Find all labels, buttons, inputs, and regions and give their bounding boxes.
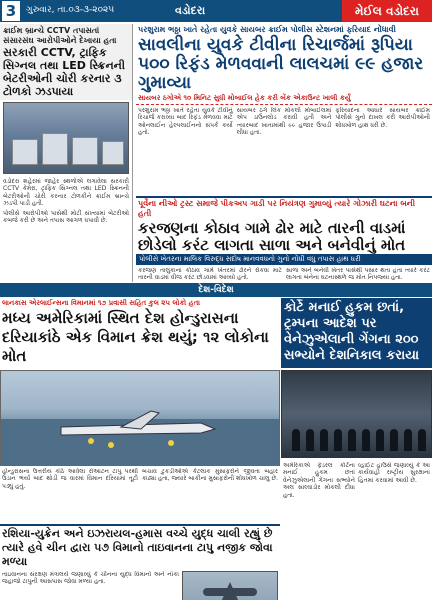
main-story-subkicker: સાયબર ઠગોએ ૧૦ મિનિટ સુધી મોબાઈલ હેક કરી બેંક એકાઉન્ટ ખાલી કર્યું: [136, 93, 432, 105]
left-story-kicker: ક્રાઈમ બ્રાન્ચે CCTV તપાસતાં સંસારસંઘ આરોપીઓને દેખાયા હતા: [3, 26, 117, 45]
left-story-paragraph: વડોદરા શહેરમાં જાહેર સ્થળોએ લગાવેલા સરકારી CCTV કેમેરા, ટ્રાફિક સિગ્નલ તથા LED સ્ક્રિનની બેટરીઓની ચોરી કરનાર ટોળકીને ક્રાઈમ બ્રાન્ચે ઝડપી પાડી હતી.: [3, 178, 129, 208]
main-story-columns: [136, 105, 432, 177]
venezuela-column: અમેરિકાએ ફેડરલ કોર્ટના મનાઈ હુકમ છતાં વેનેઝુએલાની ગેંગના સભ્યોને અલ સાલ્વાડોર મોકલી દીધા હતા.: [283, 462, 355, 499]
honduras-story: [0, 298, 280, 368]
masthead-bar: [0, 0, 432, 22]
left-story: [0, 24, 133, 282]
main-story-headline: સાવલીના યુવકે ટીવીના રિચાર્જમાં રૂપિયા ૫૦૦ રિફંડ મેળવવાની લાલચમાં ૯૯ હજાર ગુમાવ્યા: [138, 35, 424, 93]
venezuela-headline: કોર્ટે મનાઈ હુકમ છતાં, ટ્રમ્પના આદેશ પર વેનેઝુએલાની ગેંગના ૨૦૦ સભ્યોને દેશનિકાલ કરાયા: [284, 300, 420, 363]
honduras-body: [0, 468, 280, 523]
edition-tag: મેઈલ વડોદરા: [342, 0, 432, 22]
section-title: વડોદરા: [175, 4, 206, 17]
venezuela-story-header: [281, 298, 432, 368]
ukraine-column: તાઇવાનના સંરક્ષણ મંત્રાલયે જણાવ્યું કે ચીનના યુદ્ધ વિમાનો અને નૌકા જહાજો ટાપુની આસપાસ જોવા મળ્યા હતા.: [2, 571, 179, 586]
deportation-photo: [281, 370, 432, 458]
left-story-headline-box: [0, 24, 132, 100]
ukraine-story: [0, 524, 280, 600]
second-story: [136, 196, 432, 282]
ukraine-headline: રશિયા-યુક્રેન અને ઇઝરાયલ-હમાસ વચ્ચે યુદ્ધ ચાલી રહ્યું છે ત્યારે હવે ચીન દ્વારા ૫૭ વિમાનો તાઇવાનના ટાપુ નજીક જોવા મળ્યા: [2, 527, 273, 568]
left-story-paragraph: પોલીસે આરોપીઓ પાસેથી મોટી સંખ્યામાં બેટરીઓ કબજે કરી છે અને તપાસ આગળ ધપાવી છે.: [3, 209, 129, 225]
plane-crash-photo: [0, 370, 280, 466]
page-number: 3: [2, 1, 20, 21]
honduras-kicker: લાનકાસ એરલાઈન્સના વિમાનમાં ૧૭ પ્રવાસી સહિત કુલ ૨૫ લોકો હતા: [2, 299, 200, 307]
second-story-column: કરજણ તાલુકાના કોઠાવ ગામે ખેતરમાં ઢોરને રોકવા માટે તારની વાડમાં વીજ કરંટ છોડવામાં આવ્યો હતો.: [138, 267, 282, 282]
world-section-bar: દેશ-વિદેશ: [0, 283, 432, 297]
main-story-column: પરશુરામ ભઠ્ઠા ખાતે રહેતા યુવકે ટીવીનું રિચાર્જ કરાવ્યા બાદ રિફંડ મેળવવા માટે ઓનલાઈન હેલ્પલાઈનનો સંપર્ક કર્યો હતો.: [138, 107, 233, 137]
honduras-column: બચાવ ટુકડીઓએ કેટલાક મુસાફરોને જીવતા બહાર કાઢ્યા હતા, જ્યારે બાકીના મુસાફરોની શોધખોળ ચાલુ છે.: [142, 468, 278, 483]
second-story-subline: પોલીસે ખેતરના માલિક વિરુદ્ધ સદોષ માનવવધનો ગુનો નોંધી વધુ તપાસ હાથ ધરી: [136, 254, 432, 265]
military-jet-photo: [182, 571, 278, 600]
battery-seizure-photo: [3, 102, 129, 174]
plane-wreck-illustration: [1, 371, 279, 465]
second-story-headline: કરજણના કોઠાવ ગામે ઢોર માટે તારની વાડમાં છોડેલો કરંટ લાગતા સાળા અને બનેવીનું મોત: [138, 219, 406, 254]
date-line: ગુરુવાર, તા.૦૩-૩-૨૦૨૫: [26, 5, 115, 15]
main-story-column: સાયબર ઠગે લિંક મોકલી મોબાઈલમાં એપ ડાઉનલોડ કરાવી હતી અને ત્યારબાદ ખાતામાંથી ૯૯ હજાર ઉપાડી લીધા હતા.: [236, 107, 332, 137]
second-story-kicker: પૂર્વેના નીઓ ટ્રસ્ટ સમાજે પીકઅપ ગાડી પર નિયંત્રણ ગુમાવ્યું ત્યારે ગોઝારી ઘટના બની હતી: [138, 199, 416, 218]
left-story-headline: સરકારી CCTV, ટ્રાફિક સિગ્નલ તથા LED સ્ક્રિનની બેટરીઓની ચોરી કરનાર ૩ ટોળકો ઝડપાયા: [3, 46, 125, 98]
venezuela-column: વ્હાઈટ હાઉસે જણાવ્યું કે આ કાર્યવાહી રાષ્ટ્રીય સુરક્ષાના હિતમાં કરવામાં આવી છે.: [358, 462, 430, 484]
main-story-column: ફરિયાદના આધારે સાયબર ક્રાઈમ પોલીસે ગુનો દાખલ કરી આરોપીઓની શોધખોળ હાથ ધરી છે.: [335, 107, 431, 129]
honduras-headline: મધ્ય અમેરિકામાં સ્થિત દેશ હોન્ડુરાસના દરિયાકાંઠે એક વિમાન ક્રેશ થયું; ૧૨ લોકોના મોત: [2, 309, 269, 365]
second-story-column: સાળા અને બનેવી ખેતર પાસેથી પસાર થતા હતા ત્યારે કરંટ લાગતા બંનેના ઘટનાસ્થળે જ મોત નિપજ્યા હતા.: [286, 267, 430, 282]
honduras-column: હોન્ડુરાસના ઉત્તરીય કાંઠે આવેલા રોઆટન ટાપુ પરથી ઉડાન ભર્યા બાદ થોડી જ વારમાં વિમાન દરિયામાં તૂટી પડ્યું હતું.: [2, 468, 138, 490]
left-story-body: [0, 176, 132, 228]
ukraine-body: [0, 570, 280, 600]
venezuela-body: [281, 460, 432, 598]
main-story-kicker: પરશુરામ ભઠ્ઠા ખાતે રહેતા યુવકે સાયબર ક્રાઈમ પોલીસ સ્ટેશનમાં ફરિયાદ નોંધાવી: [138, 25, 396, 34]
